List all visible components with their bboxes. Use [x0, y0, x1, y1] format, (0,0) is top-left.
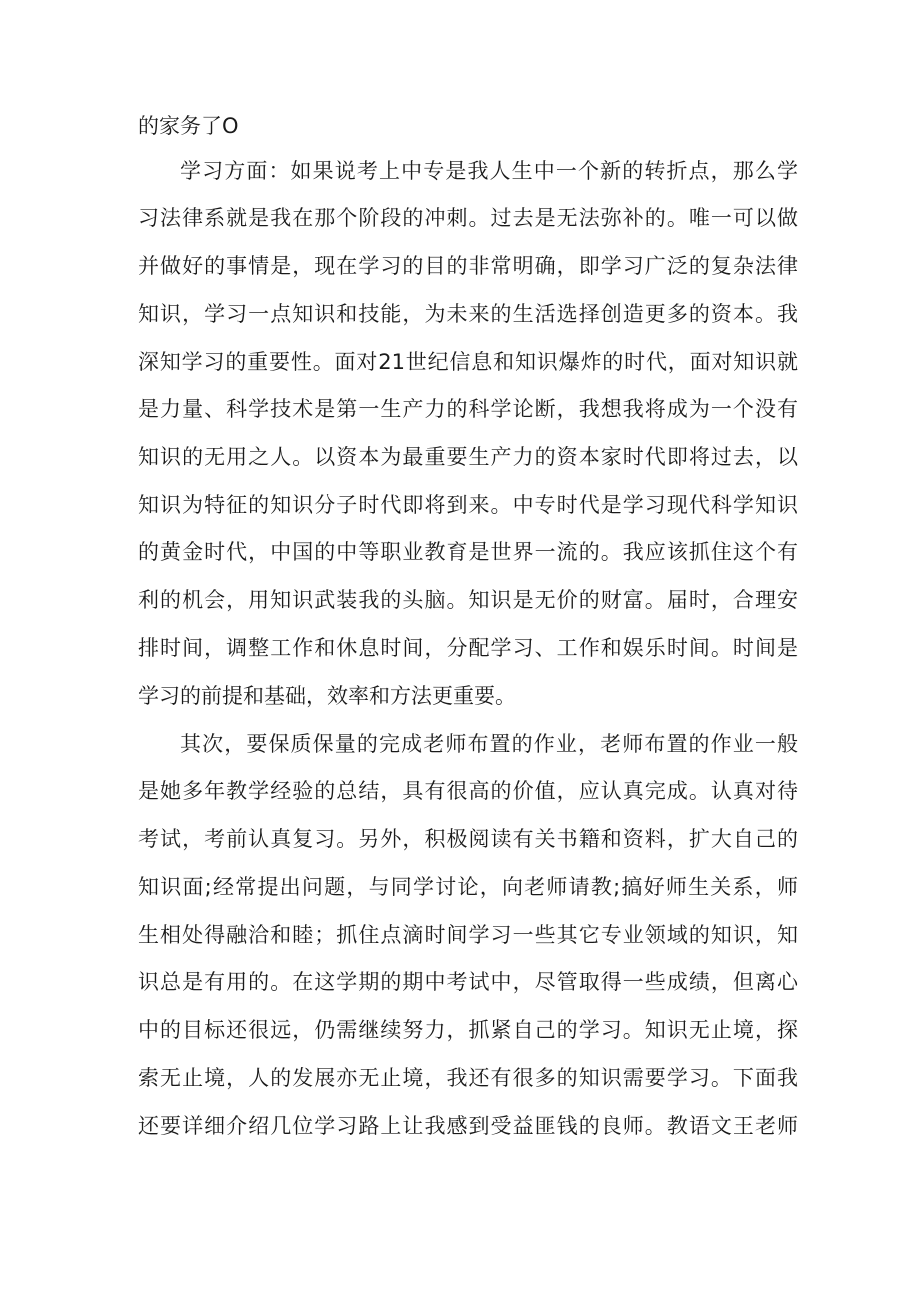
text-line-19: 识总是有用的。在这学期的期中考试中，尽管取得一些成绩，但离心	[138, 970, 798, 994]
text-line-7: 是力量、科学技术是第一生产力的科学论断，我想我将成为一个没有	[138, 397, 798, 421]
text-line-13: 学习的前提和基础，效率和方法更重要。	[138, 684, 516, 708]
text-line-5: 知识，学习一点知识和技能，为未来的生活选择创造更多的资本。我	[138, 302, 798, 326]
text-line-10: 的黄金时代，中国的中等职业教育是世界一流的。我应该抓住这个有	[138, 540, 798, 564]
text-line-16: 考试，考前认真复习。另外，积极阅读有关书籍和资料，扩大自己的	[138, 827, 798, 851]
text-line-21: 索无止境，人的发展亦无止境，我还有很多的知识需要学习。下面我	[138, 1066, 798, 1090]
text-line-18: 生相处得融洽和睦；抓住点滴时间学习一些其它专业领域的知识，知	[138, 923, 798, 947]
text-line-22: 还要详细介绍几位学习路上让我感到受益匪钱的良师。教语文王老师	[138, 1114, 798, 1138]
text-line-15: 是她多年教学经验的总结，具有很高的价值，应认真完成。认真对待	[138, 779, 798, 803]
text-line-14: 其次，要保质保量的完成老师布置的作业，老师布置的作业一般	[180, 732, 798, 756]
text-line-17: 知识面;经常提出问题，与同学讨论，向老师请教;搞好师生关系，师	[138, 875, 798, 899]
text-line-11: 利的机会，用知识武装我的头脑。知识是无价的财富。届时，合理安	[138, 588, 798, 612]
text-line-4: 并做好的事情是，现在学习的目的非常明确，即学习广泛的复杂法律	[138, 254, 798, 278]
text-line-8: 知识的无用之人。以资本为最重要生产力的资本家时代即将过去，以	[138, 445, 798, 469]
text-line-12: 排时间，调整工作和休息时间，分配学习、工作和娱乐时间。时间是	[138, 636, 798, 660]
text-line-2: 学习方面：如果说考上中专是我人生中一个新的转折点，那么学	[180, 159, 798, 183]
text-line-9: 知识为特征的知识分子时代即将到来。中专时代是学习现代科学知识	[138, 493, 798, 517]
text-line-3: 习法律系就是我在那个阶段的冲刺。过去是无法弥补的。唯一可以做	[138, 206, 798, 230]
text-line-1: 的家务了O	[138, 114, 239, 138]
text-line-20: 中的目标还很远，仍需继续努力，抓紧自己的学习。知识无止境，探	[138, 1018, 798, 1042]
text-line-6: 深知学习的重要性。面对21世纪信息和知识爆炸的时代，面对知识就	[138, 350, 798, 374]
